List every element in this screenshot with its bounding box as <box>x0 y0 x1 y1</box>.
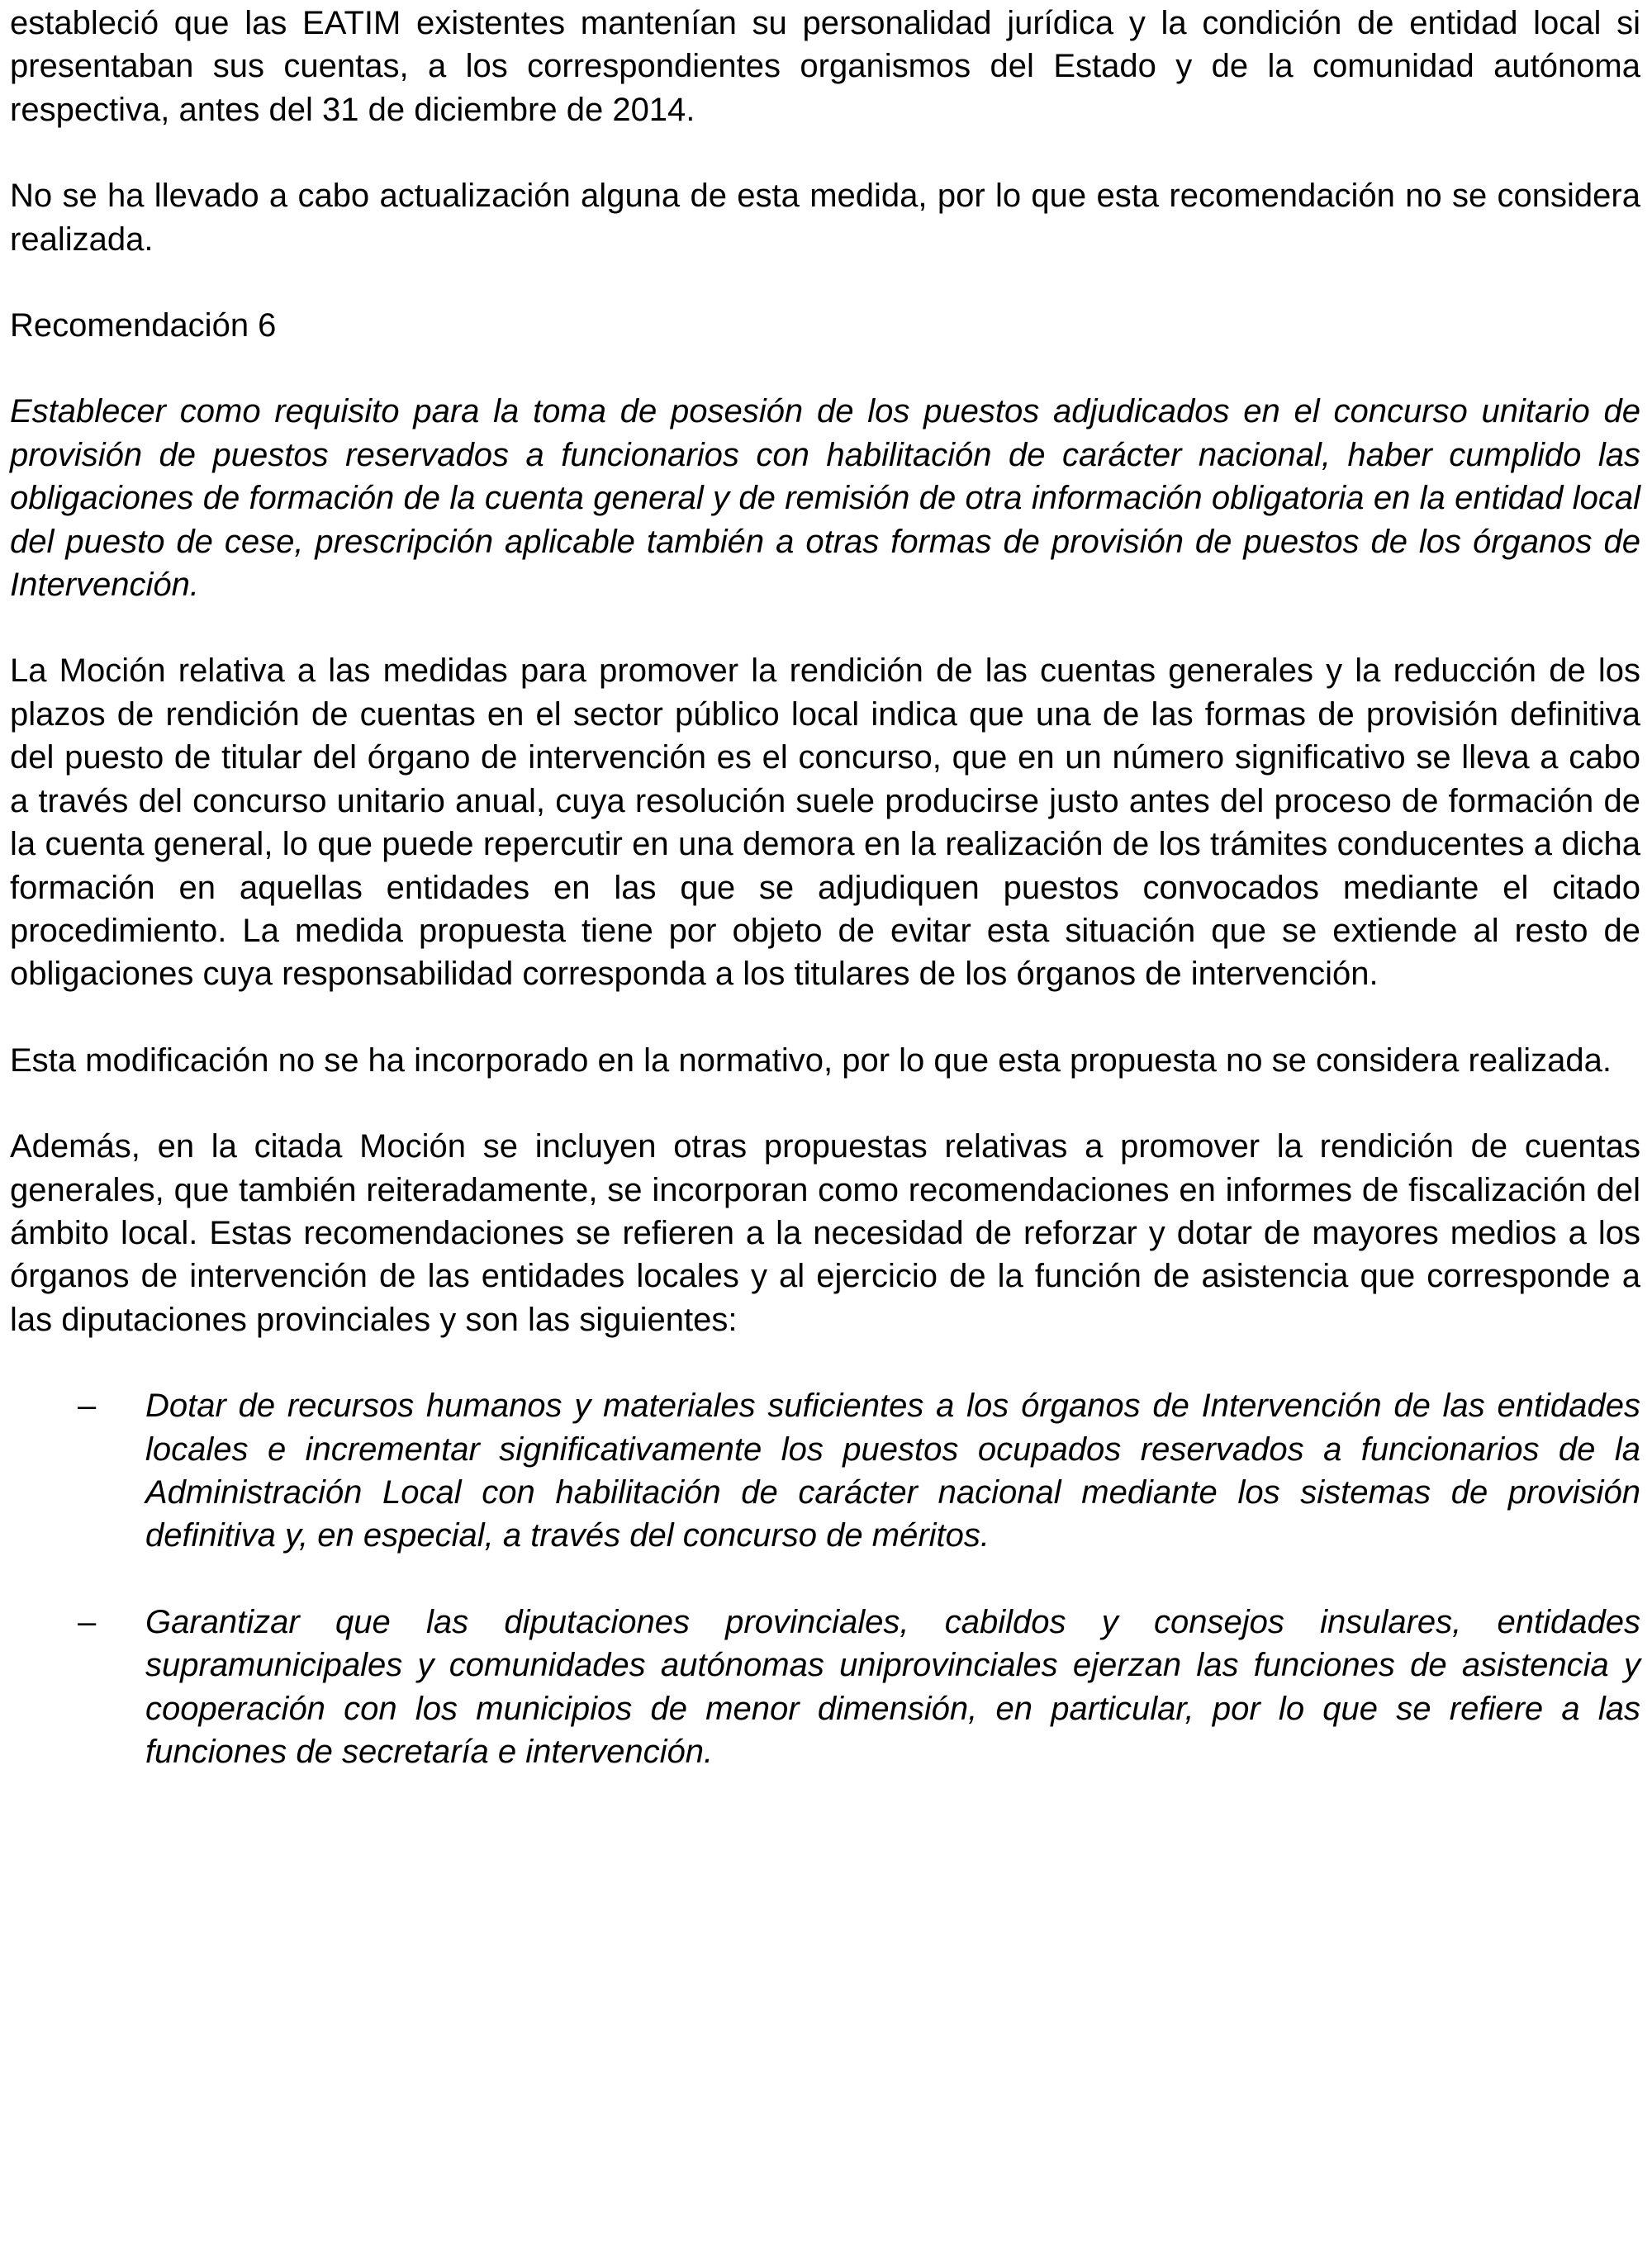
paragraph-modificacion: Esta modificación no se ha incorporado en la normativo, por lo que esta propuesta no se considera realizada. <box>10 1041 1612 1079</box>
list-item <box>10 1384 1640 1558</box>
recommendation-heading: Recomendación 6 <box>10 307 277 344</box>
paragraph-no-update: No se ha llevado a cabo actualización alguna de esta medida, por lo que esta recomendación no se considera realizada. <box>10 178 1640 258</box>
paragraph-eatim: estableció que las EATIM existentes mantenían su personalidad jurídica y la condición de entidad local si presentaban sus cuentas, a los correspondientes organismos del Estado y de la comunidad autónoma respectiva, antes del 31 de diciembre de 2014. <box>10 5 1640 128</box>
bullet-dash: – <box>78 1388 97 1425</box>
recommendation-bullet-list <box>10 1384 1640 1773</box>
document-page <box>10 2 1640 1816</box>
list-item <box>10 1601 1640 1774</box>
bullet-text-garantizar: Garantizar que las diputaciones provinciales, cabildos y consejos insulares, entidades supramunicipales y comunidades autónomas uniprovinciales ejerzan las funciones de asistencia y cooperación con los municipios de menor dimensión, en particular, por lo que se refiere a las funciones de secretaría e intervención. <box>145 1603 1640 1770</box>
bullet-text-recursos: Dotar de recursos humanos y materiales suficientes a los órganos de Intervención de las entidades locales e incrementar significativamente los puestos ocupados reservados a funcionarios de la Administración Local con habilitación de carácter nacional mediante los sistemas de provisión definitiva y, en especial, a través del concurso de méritos. <box>145 1388 1640 1554</box>
bullet-dash: – <box>78 1603 97 1640</box>
paragraph-mocion: La Moción relativa a las medidas para promover la rendición de las cuentas generales y la reducción de los plazos de rendición de cuentas en el sector público local indica que una de las formas de provisión definitiva del puesto de titular del órgano de intervención es el concurso, que en un número significativo se lleva a cabo a través del concurso unitario anual, cuya resolución suele producirse justo antes del proceso de formación de la cuenta general, lo que puede repercutir en una demora en la realización de los trámites conducentes a dicha formación en aquellas entidades en las que se adjudiquen puestos convocados mediante el citado procedimiento. La medida propuesta tiene por objeto de evitar esta situación que se extiende al resto de obligaciones cuya responsabilidad corresponda a los titulares de los órganos de intervención. <box>10 652 1640 993</box>
paragraph-ademas: Además, en la citada Moción se incluyen otras propuestas relativas a promover la rendición de cuentas generales, que también reiteradamente, se incorporan como recomendaciones en informes de fiscalización del ámbito local. Estas recomendaciones se refieren a la necesidad de reforzar y dotar de mayores medios a los órganos de intervención de las entidades locales y al ejercicio de la función de asistencia que corresponde a las diputaciones provinciales y son las siguientes: <box>10 1128 1640 1338</box>
recommendation-text: Establecer como requisito para la toma de posesión de los puestos adjudicados en el concurso unitario de provisión de puestos reservados a funcionarios con habilitación de carácter nacional, haber cumplido las obligaciones de formación de la cuenta general y de remisión de otra información obligatoria en la entidad local del puesto de cese, prescripción aplicable también a otras formas de provisión de puestos de los órganos de Intervención. <box>10 393 1640 604</box>
